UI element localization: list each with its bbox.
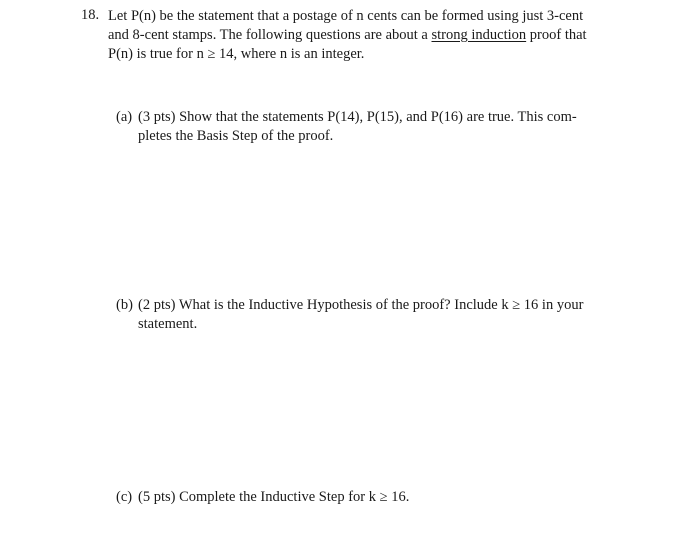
problem-line-2-end: proof that <box>526 27 587 43</box>
problem-line-3: P(n) is true for n ≥ 14, where n is an integer. <box>108 46 365 62</box>
part-b <box>116 296 622 334</box>
problem-number: 18. <box>81 7 100 23</box>
part-a-label: (a) <box>116 109 133 125</box>
part-c-label: (c) <box>116 489 133 505</box>
problem-statement <box>108 7 622 64</box>
part-c <box>116 488 622 507</box>
part-b-line-1: (2 pts) What is the Inductive Hypothesis of the proof? Include k ≥ 16 in your <box>138 297 584 313</box>
problem-line-2-start: and 8-cent stamps. The following questions are about a <box>108 27 432 43</box>
problem-line-1: Let P(n) be the statement that a postage of n cents can be formed using just 3-cent <box>108 8 584 24</box>
part-b-label: (b) <box>116 297 133 313</box>
problem-line-2 <box>108 26 622 45</box>
part-a-line-2: pletes the Basis Step of the proof. <box>138 128 334 144</box>
strong-induction-term: strong induction <box>431 27 527 43</box>
part-b-line-2: statement. <box>138 316 198 332</box>
part-a <box>116 108 622 146</box>
part-c-line-1: (5 pts) Complete the Inductive Step for k ≥ 16. <box>138 489 410 505</box>
part-a-line-1: (3 pts) Show that the statements P(14), P(15), and P(16) are true. This com- <box>138 109 577 125</box>
